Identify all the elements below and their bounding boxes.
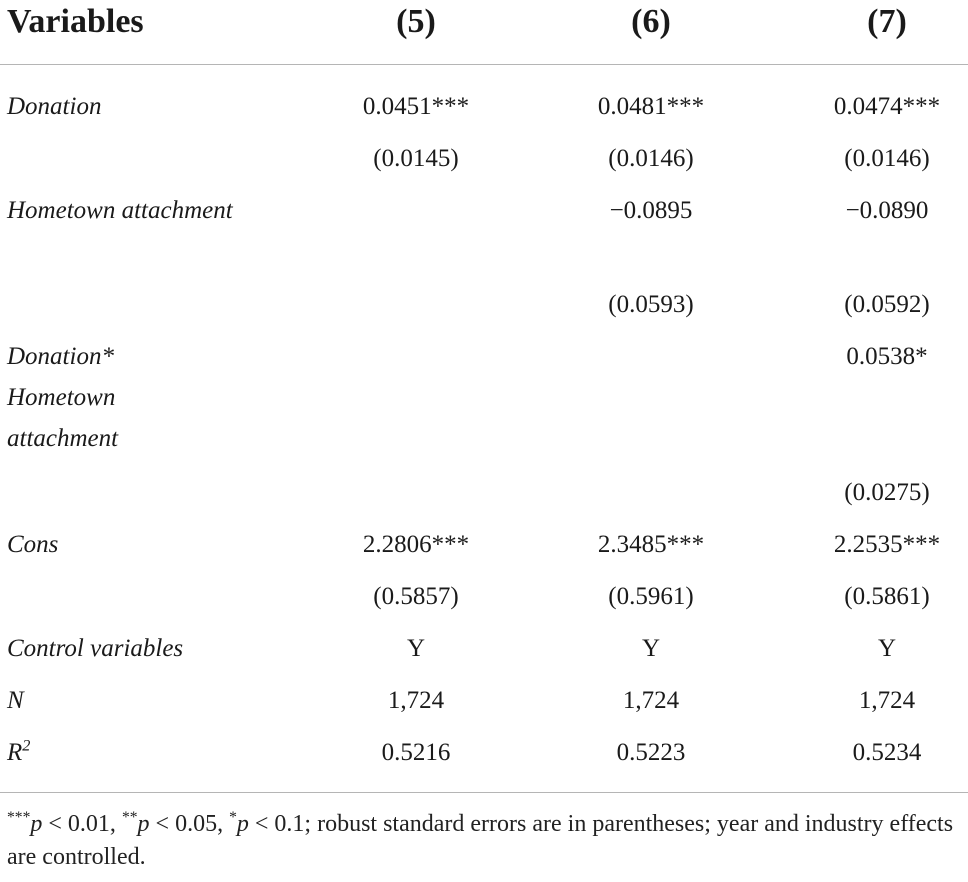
header-variables: Variables [7, 3, 144, 40]
footnote-stars-2: ** [121, 809, 138, 826]
table-row-interaction [0, 331, 968, 467]
row-label [7, 732, 267, 773]
cell-col-7: 0.0538* [846, 343, 928, 370]
cell-col-5: 0.0451*** [362, 93, 470, 120]
footnote-text-2: < 0.05, [149, 811, 230, 837]
cell-col-6: 0.0481*** [597, 93, 705, 120]
table-row-cons-se [0, 571, 968, 623]
footnote-stars-3: * [229, 809, 237, 826]
cell-col-6: 1,724 [622, 687, 680, 714]
cell-col-6: Y [641, 635, 661, 662]
cell-col-5: 0.5216 [381, 739, 451, 766]
row-label: Control variables [7, 635, 184, 662]
table-footnote [7, 808, 962, 874]
footnote-stars-1: *** [7, 809, 31, 826]
cell-col-6: −0.0895 [609, 197, 693, 224]
row-label: Donation* Hometown attachment [7, 343, 119, 452]
table-row-hometown-se [0, 279, 968, 331]
cell-col-6: (0.0593) [608, 291, 694, 318]
cell-col-6: (0.5961) [608, 583, 694, 610]
table-row-donation-se [0, 133, 968, 185]
row-label: N [7, 687, 24, 714]
table-row-donation [0, 81, 968, 133]
table-row-n [0, 675, 968, 727]
cell-col-5: 1,724 [387, 687, 445, 714]
cell-col-5: 2.2806*** [362, 531, 470, 558]
header-col-6: (6) [631, 3, 671, 40]
footnote-p-1: p [30, 811, 43, 837]
cell-col-7: (0.0592) [844, 291, 930, 318]
cell-col-7: 0.5234 [852, 739, 922, 766]
cell-col-7: −0.0890 [845, 197, 929, 224]
footnote-p-2: p [137, 811, 150, 837]
footnote-text-3: < 0.1; robust standard errors are in parentheses; year and industry effects are controlled. [7, 811, 954, 870]
cell-col-7: 0.0474*** [833, 93, 941, 120]
r-squared-exponent: 2 [22, 736, 31, 755]
cell-col-5: (0.5857) [373, 583, 459, 610]
header-col-5: (5) [396, 3, 436, 40]
header-col-7: (7) [867, 3, 907, 40]
table-row-r-squared [0, 727, 968, 779]
cell-col-7: 2.2535*** [833, 531, 941, 558]
cell-col-7: 1,724 [858, 687, 916, 714]
footnote-text-1: < 0.01, [42, 811, 122, 837]
cell-col-5: (0.0145) [373, 145, 459, 172]
footnote-p-3: p [236, 811, 249, 837]
cell-col-7: (0.5861) [844, 583, 930, 610]
cell-col-7: (0.0275) [844, 479, 930, 506]
table-row-hometown-attachment [0, 185, 968, 279]
table-bottom-rule [0, 792, 968, 793]
cell-col-6: 2.3485*** [597, 531, 705, 558]
row-label: Donation [7, 93, 102, 120]
row-label: Hometown attachment [7, 197, 233, 224]
cell-col-6: 0.5223 [616, 739, 686, 766]
r-squared-base: R [7, 739, 23, 766]
cell-col-6: (0.0146) [608, 145, 694, 172]
cell-col-7: (0.0146) [844, 145, 930, 172]
table-row-cons [0, 519, 968, 571]
table-header [0, 0, 968, 65]
cell-col-7: Y [877, 635, 897, 662]
table-row-control-variables [0, 623, 968, 675]
table-row-interaction-se [0, 467, 968, 519]
cell-col-5: Y [406, 635, 426, 662]
row-label: Cons [7, 531, 59, 558]
